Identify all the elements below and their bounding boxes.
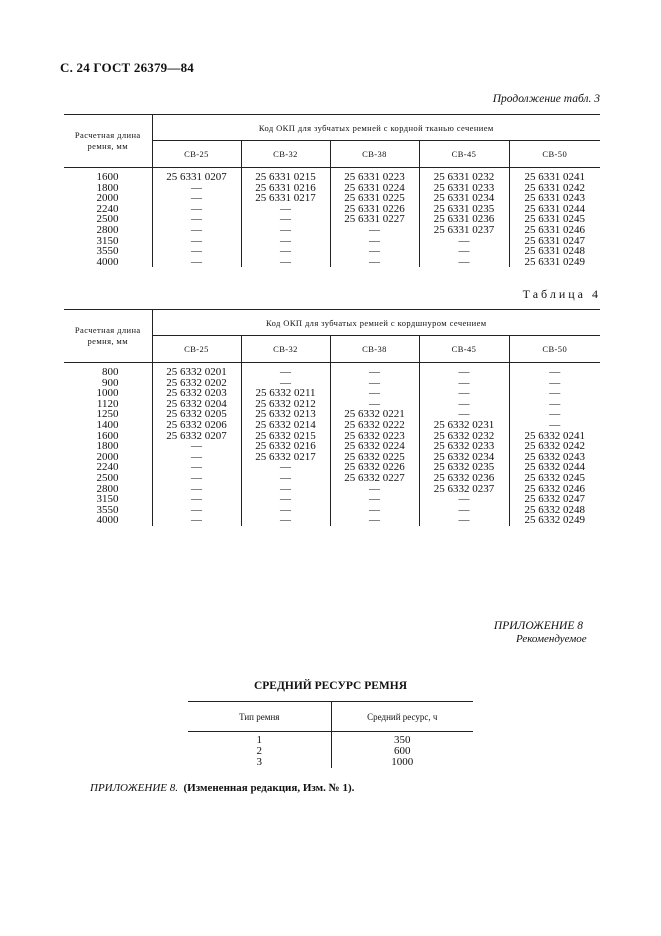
length-cell: 3550 <box>96 503 119 516</box>
resource-col-header: Средний ресурс, ч <box>331 702 473 732</box>
table-cell: 25 6332 0211 <box>241 388 330 399</box>
resource-heading: СРЕДНИЙ РЕСУРС РЕМНЯ <box>253 680 408 692</box>
table-row <box>64 441 600 452</box>
table-cell: — <box>241 363 330 378</box>
table-cell: — <box>330 225 419 236</box>
appendix-note-prefix: ПРИЛОЖЕНИЕ 8. <box>90 782 178 794</box>
table-cell: — <box>241 515 330 526</box>
table-cell: 25 6332 0236 <box>419 473 509 484</box>
table-row <box>64 257 600 268</box>
length-cell: 1800 <box>96 181 119 194</box>
table-cell: — <box>509 363 600 378</box>
table-cell: 25 6332 0232 <box>419 431 509 442</box>
table-row <box>64 193 600 204</box>
table-cell: — <box>419 257 509 268</box>
table-cell: 25 6332 0215 <box>241 431 330 442</box>
table-cell: — <box>152 193 241 204</box>
table-cell: 350 <box>331 732 473 747</box>
table-row <box>64 420 600 431</box>
table-cell: — <box>152 484 241 495</box>
length-cell: 900 <box>102 376 119 389</box>
appendix-subtitle: Рекомендуемое <box>516 633 587 645</box>
table-cell: 25 6332 0249 <box>509 515 600 526</box>
table-cell: 25 6331 0236 <box>419 214 509 225</box>
table4-caption: Таблица 4 <box>522 287 601 301</box>
table3-col-header: СВ-25 <box>152 141 241 168</box>
table-cell: 25 6332 0237 <box>419 484 509 495</box>
table-cell: — <box>330 363 419 378</box>
table-cell: — <box>152 473 241 484</box>
table-cell: — <box>509 409 600 420</box>
length-cell: 3550 <box>96 245 119 258</box>
table-cell: — <box>330 484 419 495</box>
table-cell: 25 6331 0235 <box>419 204 509 215</box>
table-cell: 25 6332 0247 <box>509 494 600 505</box>
table-cell: — <box>330 399 419 410</box>
table-cell: — <box>509 388 600 399</box>
resource-col-header: Тип ремня <box>188 702 331 732</box>
table-cell: — <box>152 204 241 215</box>
table-cell: 25 6332 0205 <box>152 409 241 420</box>
table-cell: — <box>419 409 509 420</box>
table4-col-header: СВ-38 <box>330 336 419 363</box>
length-cell: 1600 <box>96 429 119 442</box>
table-cell: 25 6331 0249 <box>509 257 600 268</box>
table-cell: — <box>330 257 419 268</box>
table-cell: 25 6331 0244 <box>509 204 600 215</box>
table-cell: 25 6332 0233 <box>419 441 509 452</box>
length-cell: 2500 <box>96 213 119 226</box>
table3-body <box>64 168 600 268</box>
table-cell: — <box>152 452 241 463</box>
table-cell: — <box>330 505 419 516</box>
table4-col-header: СВ-25 <box>152 336 241 363</box>
table-cell: — <box>152 257 241 268</box>
table-cell: 25 6332 0222 <box>330 420 419 431</box>
length-cell: 1000 <box>96 387 119 400</box>
table-cell: — <box>152 441 241 452</box>
table-cell: — <box>419 246 509 257</box>
table-cell: 25 6332 0227 <box>330 473 419 484</box>
table4-col-header: СВ-32 <box>241 336 330 363</box>
table-row <box>64 409 600 420</box>
table-cell: — <box>241 494 330 505</box>
table-cell: 25 6332 0221 <box>330 409 419 420</box>
length-cell: 4000 <box>96 255 119 268</box>
table-cell: 25 6331 0242 <box>509 183 600 194</box>
table-cell: — <box>152 183 241 194</box>
table-row <box>188 732 473 747</box>
table-cell: 25 6332 0216 <box>241 441 330 452</box>
length-cell: 1600 <box>96 171 119 183</box>
table-cell: 25 6331 0227 <box>330 214 419 225</box>
table-cell: 1 <box>256 734 262 746</box>
length-cell: 2240 <box>96 202 119 215</box>
table-cell: 3 <box>256 756 262 768</box>
table-cell: 25 6332 0214 <box>241 420 330 431</box>
table-cell: — <box>419 505 509 516</box>
appendix-note <box>90 782 354 794</box>
table-cell: 25 6332 0202 <box>152 378 241 389</box>
table-cell: — <box>241 473 330 484</box>
table-cell: 25 6332 0225 <box>330 452 419 463</box>
length-cell: 4000 <box>96 514 119 527</box>
table3 <box>64 114 600 267</box>
table-cell: 25 6332 0226 <box>330 462 419 473</box>
resource-table <box>188 701 473 768</box>
appendix-title: ПРИЛОЖЕНИЕ 8 <box>493 620 583 632</box>
table-row <box>64 494 600 505</box>
table-cell: 25 6331 0246 <box>509 225 600 236</box>
table-cell: — <box>419 236 509 247</box>
table-row <box>64 452 600 463</box>
table-cell: — <box>330 246 419 257</box>
length-cell: 2240 <box>96 461 119 474</box>
table-row <box>64 204 600 215</box>
table-cell: 25 6332 0201 <box>152 363 241 378</box>
table-cell: 25 6331 0241 <box>509 168 600 183</box>
table-cell: 25 6332 0231 <box>419 420 509 431</box>
resource-table-body <box>188 732 473 769</box>
table-cell: — <box>330 388 419 399</box>
table-cell: — <box>419 378 509 389</box>
length-cell: 2500 <box>96 471 119 484</box>
table-cell: 25 6331 0207 <box>152 168 241 183</box>
table-cell: — <box>330 378 419 389</box>
table-cell: 25 6331 0215 <box>241 168 330 183</box>
table-cell: — <box>152 462 241 473</box>
table-cell: 25 6332 0234 <box>419 452 509 463</box>
table-cell: — <box>241 505 330 516</box>
table-cell: 2 <box>256 745 262 757</box>
table-row <box>64 484 600 495</box>
table4-group-header: Код ОКП для зубчатых ремней с кордшнуром сечением <box>152 310 600 336</box>
table-cell: 1000 <box>331 757 473 768</box>
table4-col-header: СВ-45 <box>419 336 509 363</box>
table3-col-header: СВ-50 <box>509 141 600 168</box>
table-row <box>64 363 600 378</box>
table-cell: — <box>152 246 241 257</box>
table-row <box>64 515 600 526</box>
table4-length-header: Расчетная длина ремня, мм <box>64 310 152 363</box>
table3-caption: Продолжение табл. 3 <box>492 93 600 105</box>
table-cell: — <box>241 236 330 247</box>
table-cell: 25 6332 0223 <box>330 431 419 442</box>
table4-body <box>64 363 600 526</box>
table-cell: 25 6331 0243 <box>509 193 600 204</box>
length-cell: 2000 <box>96 450 119 463</box>
table-cell: 25 6332 0203 <box>152 388 241 399</box>
table-cell: — <box>330 515 419 526</box>
table-row <box>64 246 600 257</box>
table-row <box>64 168 600 183</box>
table-cell: — <box>152 236 241 247</box>
table-cell: 25 6331 0247 <box>509 236 600 247</box>
table-cell: 25 6332 0243 <box>509 452 600 463</box>
table-cell: — <box>152 505 241 516</box>
table-cell: — <box>509 378 600 389</box>
table-cell: 25 6332 0206 <box>152 420 241 431</box>
length-cell: 2800 <box>96 482 119 495</box>
table-row <box>64 388 600 399</box>
table-cell: — <box>419 388 509 399</box>
table-cell: 25 6332 0248 <box>509 505 600 516</box>
length-cell: 2000 <box>96 192 119 205</box>
table-cell: 25 6331 0234 <box>419 193 509 204</box>
length-cell: 1120 <box>96 397 119 410</box>
table3-col-header: СВ-38 <box>330 141 419 168</box>
length-cell: 2800 <box>96 223 119 236</box>
table3-group-header: Код ОКП для зубчатых ремней с кордной тканью сечением <box>152 115 600 141</box>
table-row <box>64 505 600 516</box>
table-cell: — <box>241 214 330 225</box>
table3-length-header: Расчетная длина ремня, мм <box>64 115 152 168</box>
table-row <box>188 746 473 757</box>
table-cell: 25 6331 0245 <box>509 214 600 225</box>
table-row <box>64 378 600 389</box>
table-cell: 25 6331 0216 <box>241 183 330 194</box>
table-cell: 25 6332 0246 <box>509 484 600 495</box>
table-cell: 25 6331 0226 <box>330 204 419 215</box>
table-cell: — <box>330 494 419 505</box>
table-cell: — <box>419 399 509 410</box>
table-cell: — <box>241 246 330 257</box>
length-cell: 1800 <box>96 440 119 453</box>
table-cell: — <box>152 515 241 526</box>
table-cell: — <box>241 204 330 215</box>
table-cell: — <box>152 494 241 505</box>
length-cell: 3150 <box>96 493 119 506</box>
table-cell: 25 6332 0241 <box>509 431 600 442</box>
table-cell: 25 6331 0217 <box>241 193 330 204</box>
table-row <box>64 473 600 484</box>
table-cell: — <box>241 257 330 268</box>
table-row <box>64 399 600 410</box>
table-cell: — <box>419 515 509 526</box>
table-cell: 600 <box>331 746 473 757</box>
table-row <box>64 183 600 194</box>
table3-col-header: СВ-45 <box>419 141 509 168</box>
table-row <box>188 757 473 768</box>
table-cell: 25 6332 0245 <box>509 473 600 484</box>
table-cell: 25 6332 0217 <box>241 452 330 463</box>
table-cell: 25 6332 0235 <box>419 462 509 473</box>
length-cell: 800 <box>102 366 119 378</box>
length-cell: 3150 <box>96 234 119 247</box>
table-cell: 25 6331 0233 <box>419 183 509 194</box>
table-cell: — <box>419 363 509 378</box>
table-cell: 25 6331 0225 <box>330 193 419 204</box>
table-cell: — <box>330 236 419 247</box>
table-cell: 25 6332 0244 <box>509 462 600 473</box>
table-cell: — <box>509 420 600 431</box>
table-cell: 25 6332 0224 <box>330 441 419 452</box>
table-cell: — <box>241 462 330 473</box>
table-cell: — <box>241 484 330 495</box>
page-header: С. 24 ГОСТ 26379—84 <box>60 60 194 75</box>
table-row <box>64 462 600 473</box>
length-cell: 1250 <box>96 408 119 421</box>
table-cell: — <box>152 225 241 236</box>
table4-col-header: СВ-50 <box>509 336 600 363</box>
table3-col-header: СВ-32 <box>241 141 330 168</box>
table-cell: 25 6331 0224 <box>330 183 419 194</box>
table4 <box>64 309 600 526</box>
table-cell: 25 6331 0237 <box>419 225 509 236</box>
table-row <box>64 225 600 236</box>
table-cell: — <box>241 378 330 389</box>
table-cell: 25 6331 0223 <box>330 168 419 183</box>
table-cell: — <box>419 494 509 505</box>
table-row <box>64 236 600 247</box>
table-cell: 25 6332 0207 <box>152 431 241 442</box>
length-cell: 1400 <box>96 418 119 431</box>
table-cell: 25 6331 0232 <box>419 168 509 183</box>
table-cell: 25 6332 0212 <box>241 399 330 410</box>
table-cell: — <box>241 225 330 236</box>
table-cell: — <box>509 399 600 410</box>
table-cell: 25 6332 0204 <box>152 399 241 410</box>
appendix-note-text: (Измененная редакция, Изм. № 1). <box>183 782 355 794</box>
table-row <box>64 214 600 225</box>
table-cell: 25 6332 0242 <box>509 441 600 452</box>
table-cell: 25 6331 0248 <box>509 246 600 257</box>
table-cell: — <box>152 214 241 225</box>
table-cell: 25 6332 0213 <box>241 409 330 420</box>
table-row <box>64 431 600 442</box>
